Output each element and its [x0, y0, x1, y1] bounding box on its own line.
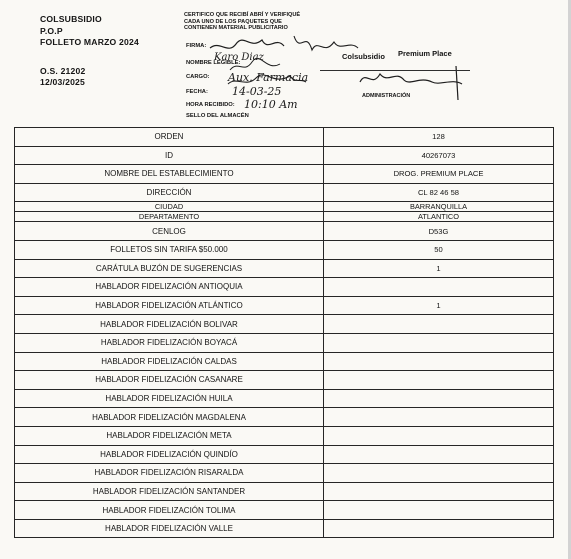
- table-row: [15, 240, 554, 259]
- table-row: [15, 165, 554, 184]
- row-value: BARRANQUILLA: [324, 202, 554, 212]
- cargo-label: CARGO:: [186, 74, 210, 80]
- row-label: HABLADOR FIDELIZACIÓN HUILA: [15, 389, 324, 408]
- table-row: [15, 128, 554, 147]
- table-row: [15, 371, 554, 390]
- program-name: P.O.P: [40, 25, 63, 36]
- row-value: 50: [324, 240, 554, 259]
- row-label: HABLADOR FIDELIZACIÓN VALLE: [15, 519, 324, 538]
- row-value: CL 82 46 58: [324, 183, 554, 202]
- hand-hora: 10:10 Am: [244, 98, 298, 111]
- row-value: [324, 371, 554, 390]
- row-value: [324, 464, 554, 483]
- row-value: ATLANTICO: [324, 212, 554, 222]
- table-row: [15, 222, 554, 241]
- table-row: [15, 296, 554, 315]
- table-row: [15, 212, 554, 222]
- table-row: [15, 464, 554, 483]
- row-value: DROG. PREMIUM PLACE: [324, 165, 554, 184]
- row-label: HABLADOR FIDELIZACIÓN SANTANDER: [15, 482, 324, 501]
- firma-label: FIRMA:: [186, 43, 207, 49]
- certify-text: CERTIFICO QUE RECIBÍ ABRÍ Y VERIFIQUÉ CADA UNO DE LOS PAQUETES QUE CONTIENEN MATERIAL PUBLICITARIO: [184, 12, 301, 32]
- row-label: CARÁTULA BUZÓN DE SUGERENCIAS: [15, 259, 324, 278]
- row-value: [324, 501, 554, 520]
- table-row: [15, 278, 554, 297]
- table-row: [15, 389, 554, 408]
- company-name: COLSUBSIDIO: [40, 14, 102, 24]
- hand-nombre: Karo Diaz: [214, 52, 264, 63]
- table-row: [15, 259, 554, 278]
- row-label: FOLLETOS SIN TARIFA $50.000: [15, 240, 324, 259]
- table-row: [15, 202, 554, 212]
- row-value: [324, 315, 554, 334]
- table-row: [15, 146, 554, 165]
- row-value: D53G: [324, 222, 554, 241]
- row-value: [324, 389, 554, 408]
- table-row: [15, 445, 554, 464]
- table-row: [15, 501, 554, 520]
- row-label: DEPARTAMENTO: [15, 212, 324, 222]
- table-row: [15, 352, 554, 371]
- nombre-label: NOMBRE LEGIBLE:: [186, 60, 241, 66]
- row-label: HABLADOR FIDELIZACIÓN QUINDÍO: [15, 445, 324, 464]
- os-date: 12/03/2025: [40, 77, 86, 87]
- table-row: [15, 426, 554, 445]
- hora-label: HORA RECIBIDO:: [186, 102, 235, 108]
- row-value: 40267073: [324, 146, 554, 165]
- row-label: HABLADOR FIDELIZACIÓN BOLIVAR: [15, 315, 324, 334]
- row-label: NOMBRE DEL ESTABLECIMIENTO: [15, 165, 324, 184]
- row-value: [324, 352, 554, 371]
- row-label: HABLADOR FIDELIZACIÓN MAGDALENA: [15, 408, 324, 427]
- os-number: O.S. 21202: [40, 65, 86, 76]
- stamp-admin: ADMINISTRACIÓN: [362, 93, 411, 99]
- row-value: [324, 482, 554, 501]
- row-label: HABLADOR FIDELIZACIÓN ANTIOQUIA: [15, 278, 324, 297]
- row-value: 1: [324, 296, 554, 315]
- table-row: [15, 183, 554, 202]
- row-value: [324, 445, 554, 464]
- delivery-table: [14, 127, 554, 538]
- table-row: [15, 408, 554, 427]
- row-value: [324, 519, 554, 538]
- row-label: ORDEN: [15, 128, 324, 147]
- row-value: [324, 333, 554, 352]
- table-row: [15, 482, 554, 501]
- stamp-line: [320, 70, 470, 71]
- row-value: [324, 278, 554, 297]
- row-value: 1: [324, 259, 554, 278]
- stamp-company: Colsubsidio: [342, 52, 385, 61]
- row-value: [324, 426, 554, 445]
- table-row: [15, 519, 554, 538]
- row-label: HABLADOR FIDELIZACIÓN META: [15, 426, 324, 445]
- hand-fecha: 14-03-25: [232, 85, 282, 98]
- row-label: HABLADOR FIDELIZACIÓN TOLIMA: [15, 501, 324, 520]
- row-label: HABLADOR FIDELIZACIÓN RISARALDA: [15, 464, 324, 483]
- row-label: HABLADOR FIDELIZACIÓN CALDAS: [15, 352, 324, 371]
- row-label: DIRECCIÓN: [15, 183, 324, 202]
- row-value: [324, 408, 554, 427]
- row-label: CIUDAD: [15, 202, 324, 212]
- row-label: CENLOG: [15, 222, 324, 241]
- row-value: 128: [324, 128, 554, 147]
- folleto-title: FOLLETO MARZO 2024: [40, 37, 139, 47]
- row-label: HABLADOR FIDELIZACIÓN ATLÁNTICO: [15, 296, 324, 315]
- row-label: HABLADOR FIDELIZACIÓN BOYACÁ: [15, 333, 324, 352]
- table-row: [15, 333, 554, 352]
- fecha-label: FECHA:: [186, 89, 208, 95]
- hand-cargo: Aux. Farmacia: [228, 71, 309, 84]
- stamp-place: Premium Place: [398, 49, 452, 58]
- row-label: ID: [15, 146, 324, 165]
- row-label: HABLADOR FIDELIZACIÓN CASANARE: [15, 371, 324, 390]
- table-row: [15, 315, 554, 334]
- sello-label: SELLO DEL ALMACÉN: [186, 113, 249, 119]
